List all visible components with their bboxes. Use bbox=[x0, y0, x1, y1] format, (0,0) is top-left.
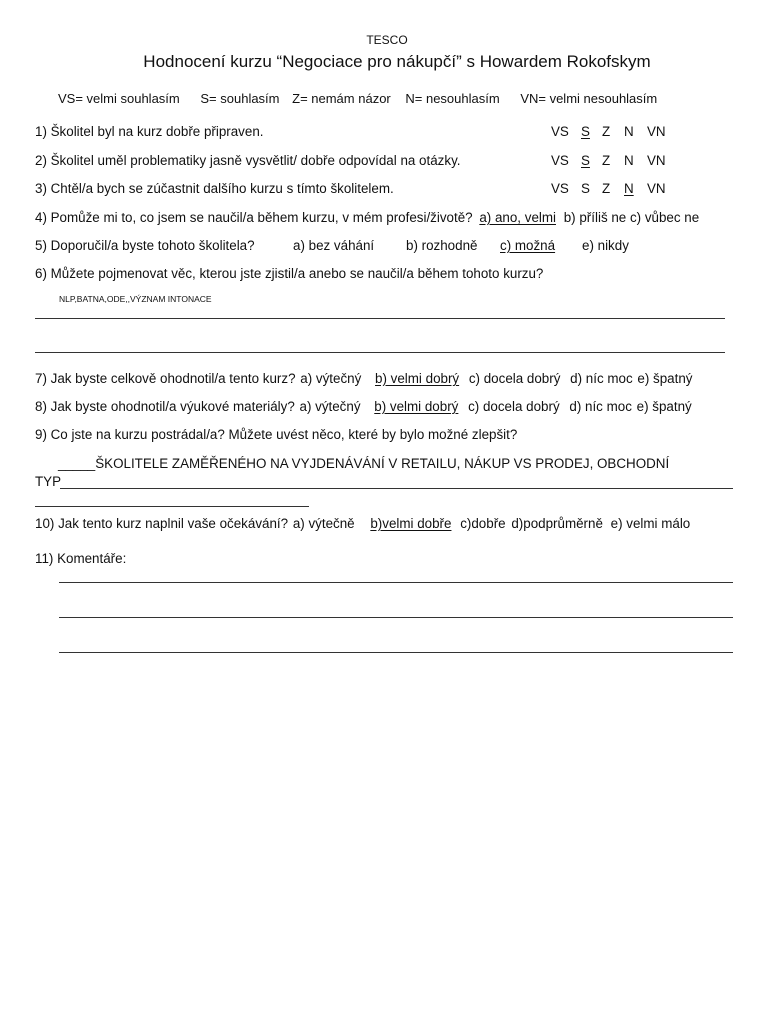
q7-option-c[interactable]: c) docela dobrý bbox=[468, 371, 561, 386]
q1-option-vs[interactable]: VS bbox=[551, 124, 569, 139]
q8-option-b-selected[interactable]: b) velmi dobrý bbox=[374, 399, 459, 414]
q10-option-e[interactable]: e) velmi málo bbox=[610, 516, 691, 531]
q7-option-a[interactable]: a) výtečný bbox=[300, 371, 362, 386]
q5-option-a[interactable]: a) bez váhání bbox=[293, 238, 375, 253]
q1-option-n[interactable]: N bbox=[624, 124, 634, 139]
question-11: 11) Komentáře: bbox=[35, 551, 127, 566]
question-5-text: 5) Doporučil/a byste tohoto školitela? bbox=[35, 238, 255, 253]
q10-option-d[interactable]: d)podprůměrně bbox=[511, 516, 603, 531]
q4-option-a-selected[interactable]: a) ano, velmi bbox=[479, 210, 556, 225]
q10-option-c[interactable]: c)dobře bbox=[460, 516, 506, 531]
legend-vs: VS= velmi souhlasím bbox=[58, 91, 180, 106]
q6-answer[interactable]: NLP,BATNA,ODE,,VÝZNAM INTONACE bbox=[59, 294, 212, 304]
question-10-text: 10) Jak tento kurz naplnil vaše očekávání? bbox=[35, 516, 289, 531]
q3-option-s[interactable]: S bbox=[581, 181, 590, 196]
q5-option-c-selected[interactable]: c) možná bbox=[500, 238, 556, 253]
legend-vn: VN= velmi nesouhlasím bbox=[520, 91, 658, 106]
q1-option-z[interactable]: Z bbox=[602, 124, 611, 139]
q2-option-vs[interactable]: VS bbox=[551, 153, 569, 168]
q9-answer-rule-2[interactable] bbox=[35, 506, 309, 507]
question-4-text: 4) Pomůže mi to, co jsem se naučil/a během kurzu, v mém profesi/životě? bbox=[35, 210, 473, 225]
q3-option-z[interactable]: Z bbox=[602, 181, 611, 196]
question-2-scale[interactable] bbox=[551, 153, 681, 171]
q4-option-b-c[interactable]: b) příliš ne c) vůbec ne bbox=[563, 210, 700, 225]
q3-option-vn[interactable]: VN bbox=[647, 181, 666, 196]
form-title: Hodnocení kurzu “Negociace pro nákupčí” s Howardem Rokofskym bbox=[143, 52, 651, 71]
question-7-text: 7) Jak byste celkově ohodnotil/a tento kurz? bbox=[35, 371, 296, 386]
company-name: TESCO bbox=[366, 33, 408, 47]
question-1: 1) Školitel byl na kurz dobře připraven. bbox=[35, 124, 264, 139]
question-9: 9) Co jste na kurzu postrádal/a? Můžete uvést něco, které by bylo možné zlepšit? bbox=[35, 427, 518, 442]
q10-option-a[interactable]: a) výtečně bbox=[292, 516, 355, 531]
q1-option-vn[interactable]: VN bbox=[647, 124, 666, 139]
q5-option-b[interactable]: b) rozhodně bbox=[406, 238, 478, 253]
question-8 bbox=[35, 399, 692, 414]
q2-option-n[interactable]: N bbox=[624, 153, 634, 168]
question-3-scale[interactable] bbox=[551, 181, 681, 199]
question-8-text: 8) Jak byste ohodnotil/a výukové materiály? bbox=[35, 399, 295, 414]
q2-option-vn[interactable]: VN bbox=[647, 153, 666, 168]
rating-legend bbox=[58, 91, 657, 106]
q8-option-c[interactable]: c) docela dobrý bbox=[468, 399, 560, 414]
q1-option-s-selected[interactable]: S bbox=[581, 124, 590, 139]
comments-line-1[interactable] bbox=[59, 582, 733, 583]
question-2: 2) Školitel uměl problematiky jasně vysvětlit/ dobře odpovídal na otázky. bbox=[35, 153, 461, 168]
question-7 bbox=[35, 371, 693, 386]
q9-answer-rule-1[interactable] bbox=[60, 488, 733, 489]
q2-option-s-selected[interactable]: S bbox=[581, 153, 590, 168]
q6-answer-line-1[interactable] bbox=[35, 318, 725, 319]
comments-line-3[interactable] bbox=[59, 652, 733, 653]
question-3: 3) Chtěl/a bych se zúčastnit dalšího kurzu s tímto školitelem. bbox=[35, 181, 394, 196]
q8-option-a[interactable]: a) výtečný bbox=[299, 399, 361, 414]
question-6: 6) Můžete pojmenovat věc, kterou jste zjistil/a anebo se naučil/a během tohoto kurzu? bbox=[35, 266, 544, 281]
q5-option-e[interactable]: e) nikdy bbox=[582, 238, 629, 253]
q7-option-b-selected[interactable]: b) velmi dobrý bbox=[375, 371, 460, 386]
q10-option-b-selected[interactable]: b)velmi dobře bbox=[370, 516, 452, 531]
q8-option-d[interactable]: d) níc moc bbox=[569, 399, 632, 414]
comments-line-2[interactable] bbox=[59, 617, 733, 618]
q9-answer-line-1[interactable]: _____ŠKOLITELE ZAMĚŘENÉHO NA VYJDENÁVÁNÍ V RETAILU, NÁKUP VS PRODEJ, OBCHODNÍ bbox=[58, 456, 670, 471]
q6-answer-line-2[interactable] bbox=[35, 352, 725, 353]
question-1-scale[interactable] bbox=[551, 124, 681, 142]
q3-option-n-selected[interactable]: N bbox=[624, 181, 634, 196]
legend-n: N= nesouhlasím bbox=[405, 91, 500, 106]
q7-option-e[interactable]: e) špatný bbox=[637, 371, 693, 386]
q8-option-e[interactable]: e) špatný bbox=[636, 399, 692, 414]
legend-s: S= souhlasím bbox=[200, 91, 280, 106]
q7-option-d[interactable]: d) níc moc bbox=[570, 371, 633, 386]
question-4 bbox=[35, 210, 699, 225]
q3-option-vs[interactable]: VS bbox=[551, 181, 569, 196]
q9-answer-line-2[interactable]: TYP bbox=[35, 474, 62, 489]
q2-option-z[interactable]: Z bbox=[602, 153, 611, 168]
question-10 bbox=[35, 516, 690, 531]
legend-z: Z= nemám názor bbox=[292, 91, 391, 106]
